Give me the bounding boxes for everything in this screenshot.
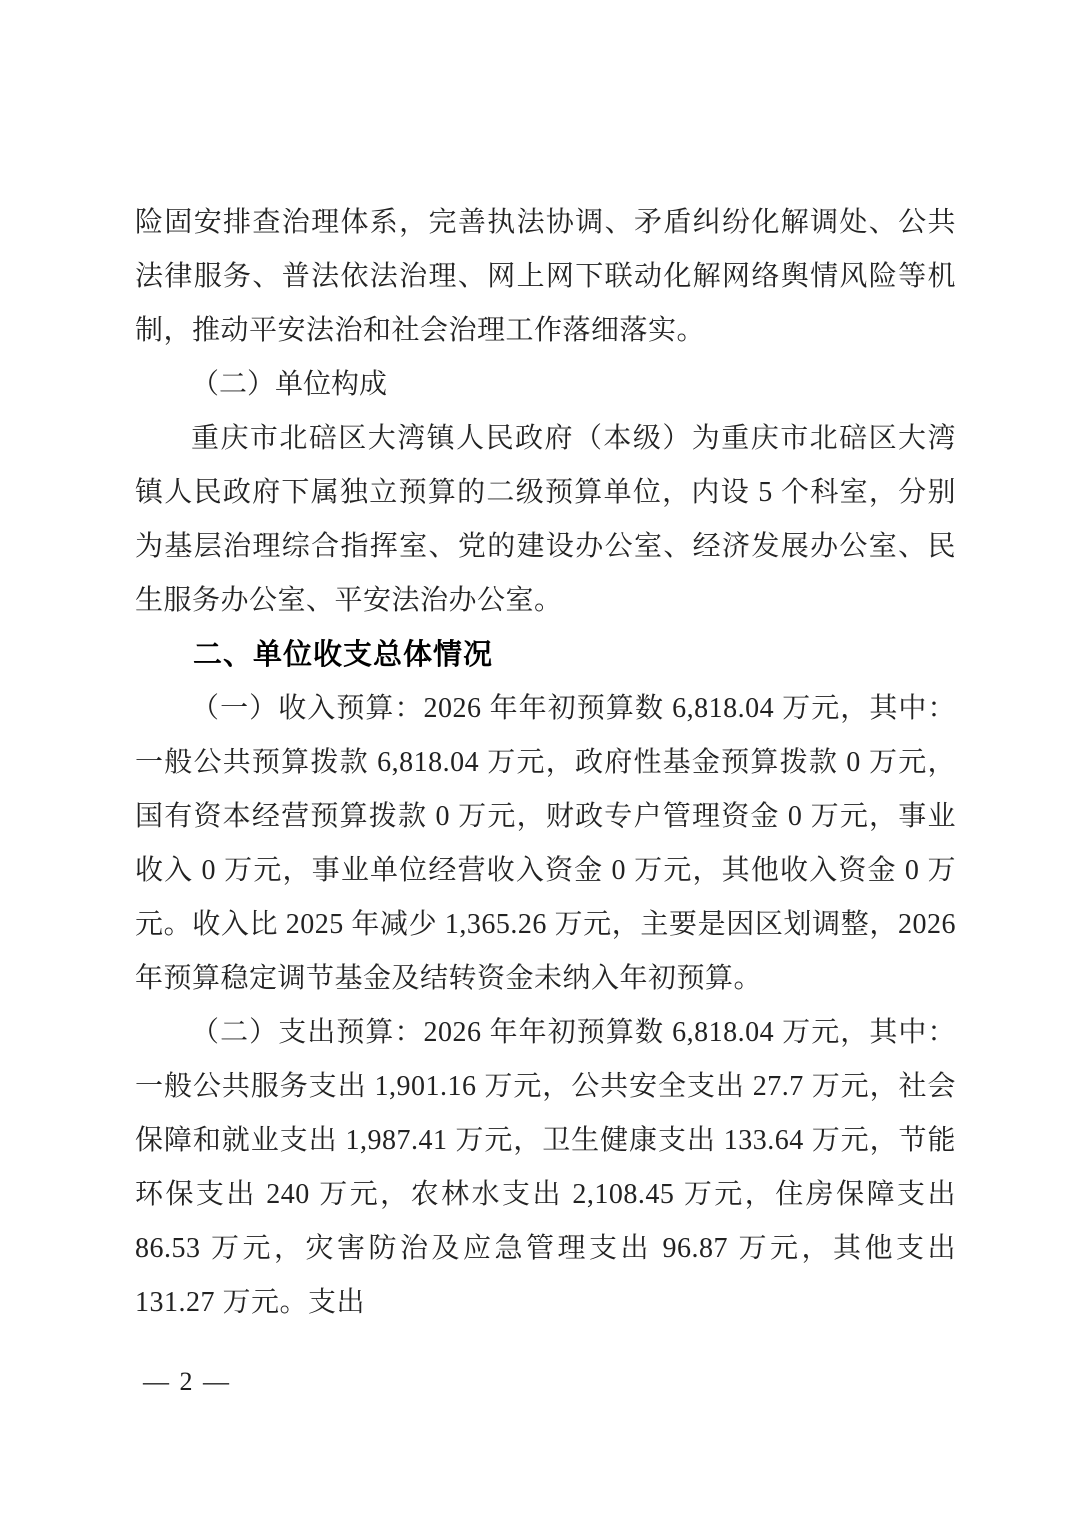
document-text-block	[135, 196, 956, 1330]
income-budget-paragraph: （一）收入预算：2026 年年初预算数 6,818.04 万元，其中：一般公共预算拨款 6,818.04 万元，政府性基金预算拨款 0 万元，国有资本经营预算拨款 0 万元，财政专户管理资金 0 万元，事业收入 0 万元，事业单位经营收入资金 0 万元，其他收入资金 0 万元。收入比 2025 年减少 1,365.26 万元，主要是因区划调整，2026 年预算稳定调节基金及结转资金未纳入年初预算。	[135, 693, 956, 994]
continuation-paragraph: 险固安排查治理体系，完善执法协调、矛盾纠纷化解调处、公共法律服务、普法依法治理、网上网下联动化解网络舆情风险等机制，推动平安法治和社会治理工作落细落实。	[135, 207, 956, 346]
section2-heading: 二、单位收支总体情况	[193, 639, 494, 671]
unit-composition-heading: （二）单位构成	[191, 369, 388, 400]
expenditure-budget-paragraph: （二）支出预算：2026 年年初预算数 6,818.04 万元，其中：一般公共服务支出 1,901.16 万元，公共安全支出 27.7 万元，社会保障和就业支出 1,987.41 万元，卫生健康支出 133.64 万元，节能环保支出 240 万元，农林水支出 2,108.45 万元，住房保障支出 86.53 万元，灾害防治及应急管理支出 96.87 万元，其他支出 131.27 万元。支出	[135, 1017, 956, 1318]
page-number-footer: — 2 —	[143, 1367, 231, 1396]
unit-composition-paragraph: 重庆市北碚区大湾镇人民政府（本级）为重庆市北碚区大湾镇人民政府下属独立预算的二级预算单位，内设 5 个科室，分别为基层治理综合指挥室、党的建设办公室、经济发展办公室、民生服务办公室、平安法治办公室。	[135, 423, 956, 616]
